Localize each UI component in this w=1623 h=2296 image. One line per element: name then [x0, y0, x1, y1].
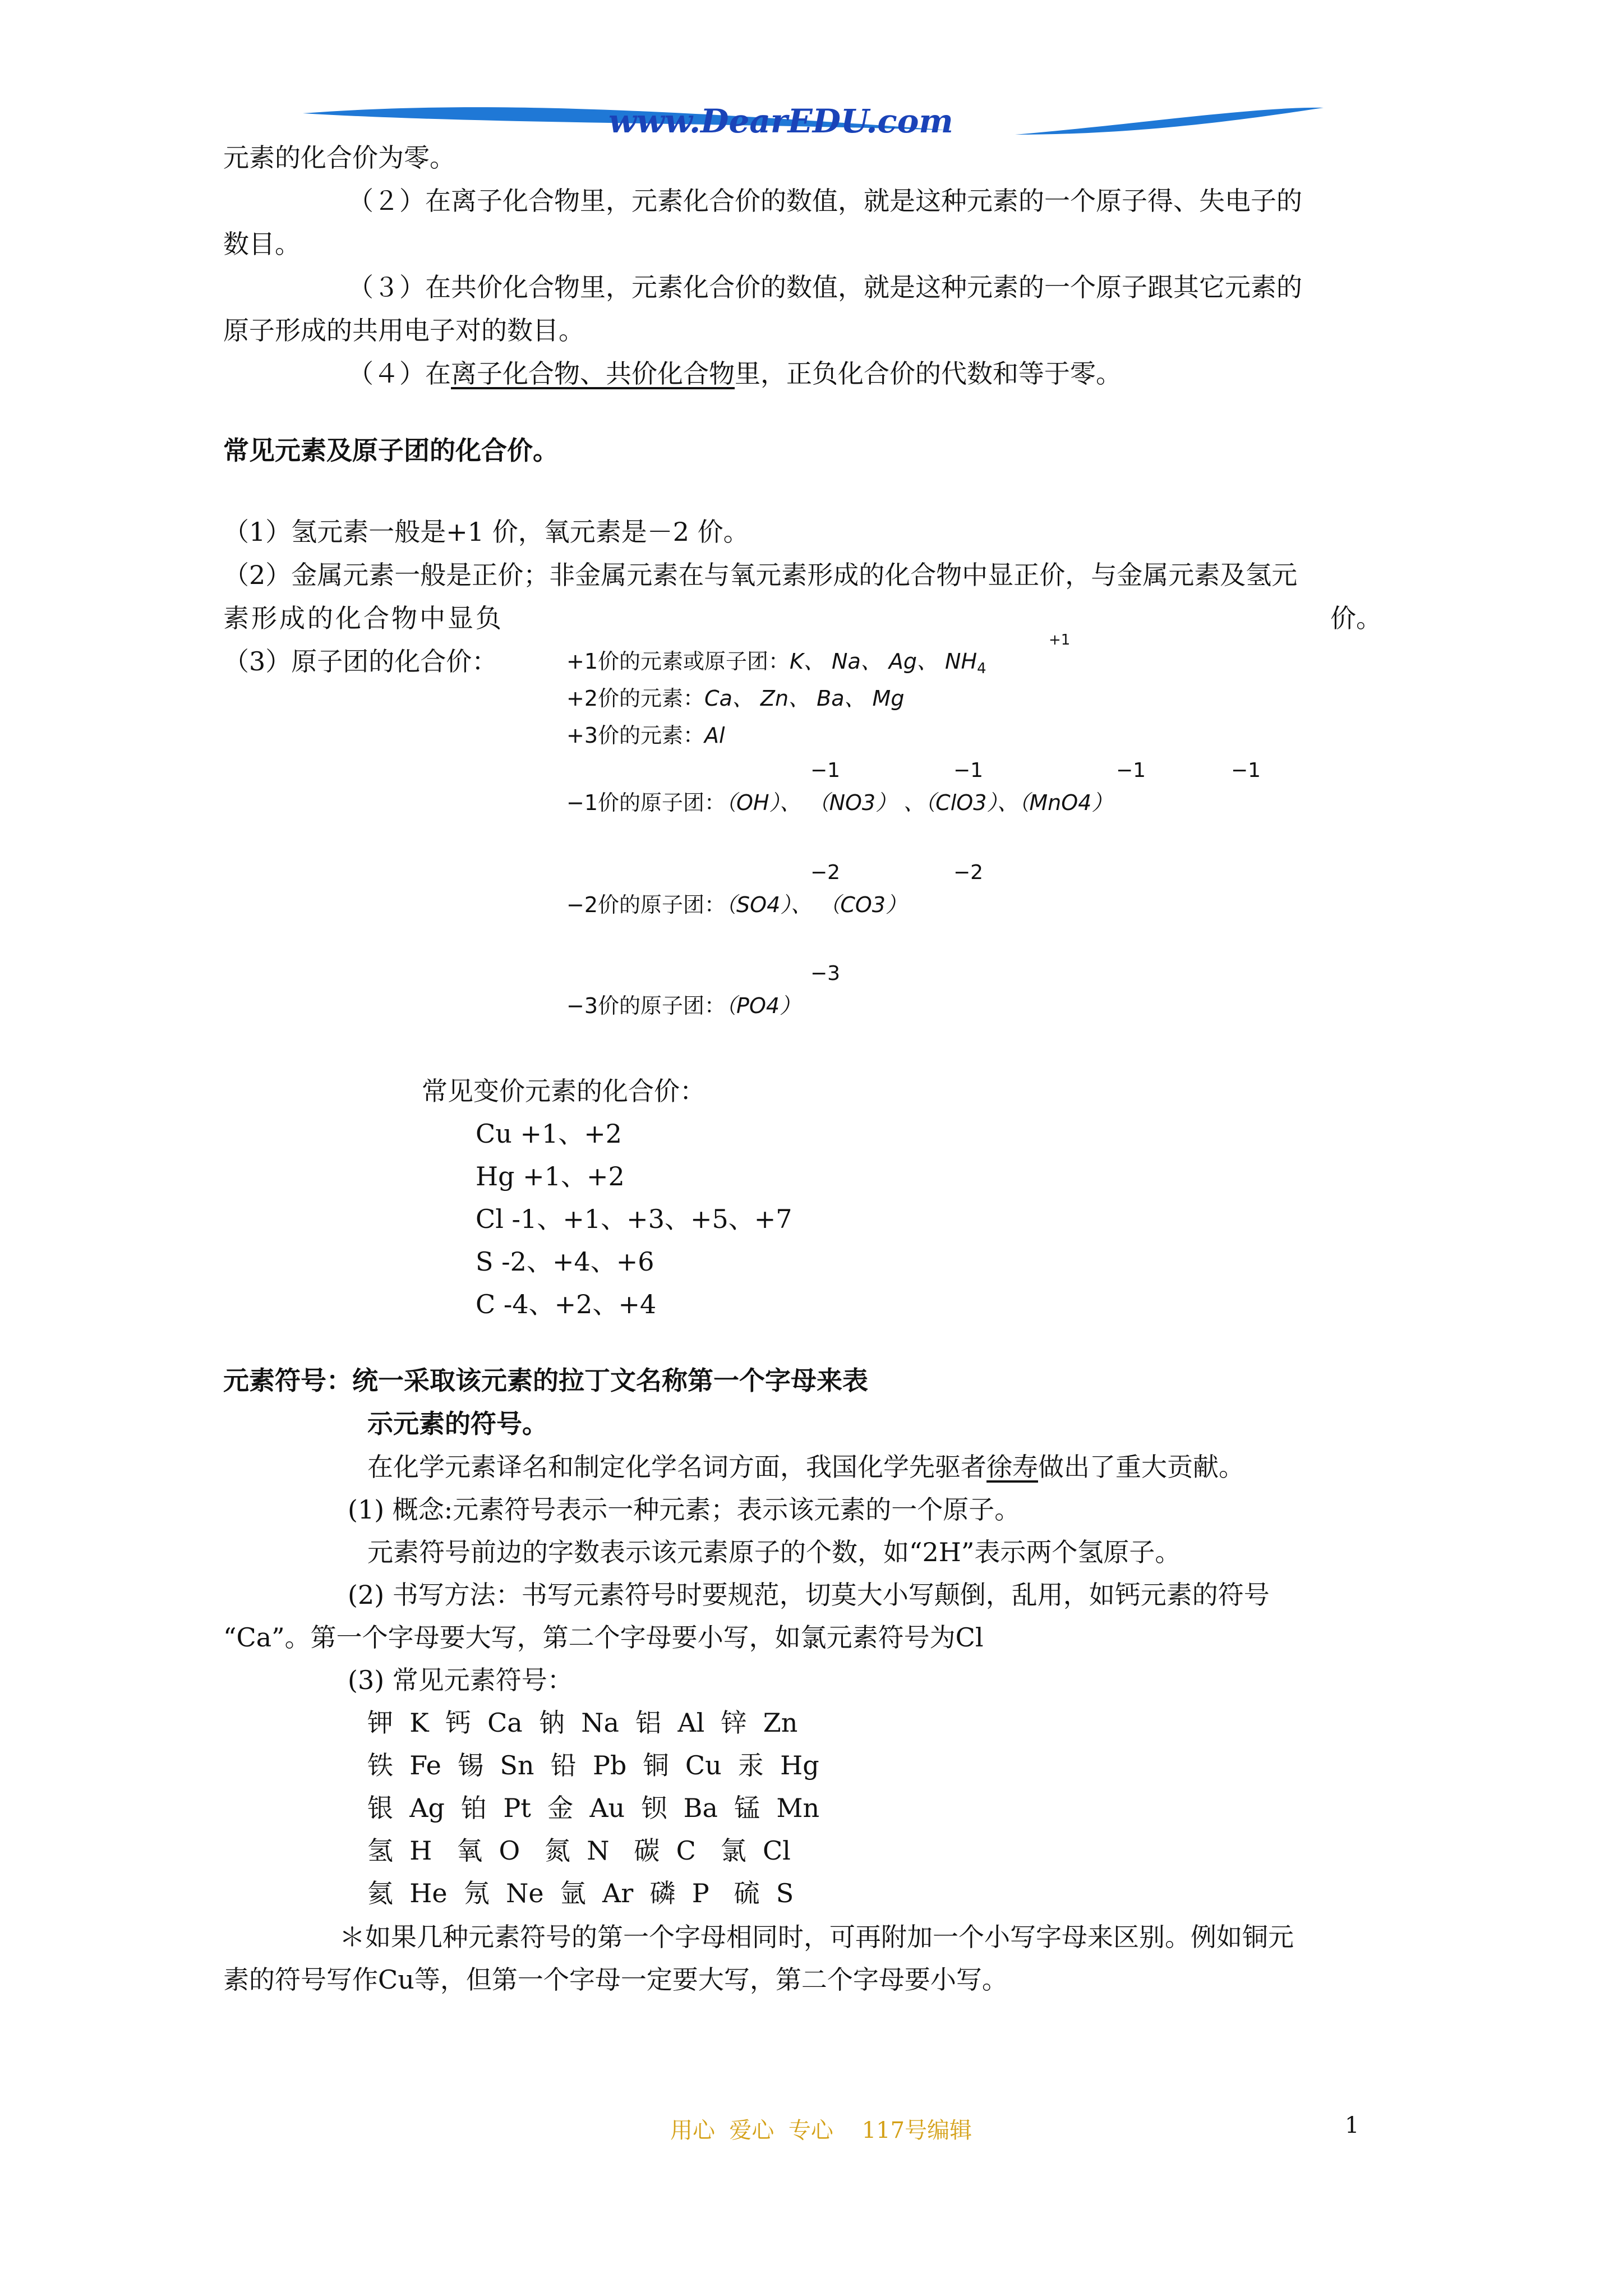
text-line — [348, 358, 1122, 389]
text-line: 原子形成的共用电子对的数目。 — [223, 315, 584, 346]
items: Ca、 Zn、 Ba、 Mg — [704, 686, 905, 711]
text-line: （3）原子团的化合价： — [223, 646, 498, 677]
text-line: (2) 书写方法：书写元素符号时要规范，切莫大小写颠倒，乱用，如钙元素的符号 — [348, 1580, 1270, 1610]
text-line: （２）在离子化合物里，元素化合价的数值，就是这种元素的一个原子得、失电子的 — [348, 186, 1302, 216]
subscript: 4 — [977, 660, 986, 677]
text-segment: 在化学元素译名和制定化学名词方面，我国化学先驱者 — [367, 1452, 986, 1482]
variable-item: Hg +1、+2 — [476, 1161, 625, 1191]
page-number: 1 — [1345, 2113, 1359, 2138]
symbol-row: 氦 He 氖 Ne 氩 Ar 磷 P 硫 S — [367, 1878, 794, 1908]
valence-mark: −1 — [1116, 759, 1146, 782]
valence-mark: −2 — [953, 861, 984, 884]
note-line: 素的符号写作Cu等，但第一个字母一定要大写，第二个字母要小写。 — [223, 1964, 1008, 1995]
variable-item: Cu +1、+2 — [476, 1119, 623, 1149]
label: +3价的元素： — [566, 723, 705, 748]
text-line: （1）氢元素一般是+1 价，氧元素是－2 价。 — [223, 517, 749, 547]
label: +1价的元素或原子团： — [566, 649, 790, 674]
symbol-row: 铁 Fe 锡 Sn 铅 Pb 铜 Cu 汞 Hg — [367, 1750, 819, 1780]
variable-item: Cl -1、+1、+3、+5、+7 — [476, 1204, 792, 1234]
variable-item: S -2、+4、+6 — [476, 1246, 654, 1277]
valence-mark: +1 — [1049, 632, 1071, 648]
text-segment: 里，正负化合价的代数和等于零。 — [735, 358, 1122, 389]
items: （OH）、 （NO3） 、（ClO3）、（MnO4） — [726, 790, 1113, 815]
items: K、 Na、 Ag、 NH — [790, 649, 978, 674]
text-line: “Ca”。第一个字母要大写，第二个字母要小写，如氯元素符号为Cl — [223, 1622, 984, 1653]
valence-minus1 — [566, 792, 1113, 813]
valence-plus3 — [566, 725, 725, 746]
text-line: 元素的化合价为零。 — [223, 142, 455, 173]
label: −1价的原子团： — [566, 790, 726, 815]
valence-plus1 — [566, 651, 986, 676]
text-line: 价。 — [1330, 603, 1382, 633]
symbol-row: 银 Ag 铂 Pt 金 Au 钡 Ba 锰 Mn — [367, 1793, 820, 1823]
text-line: (3) 常见元素符号： — [348, 1665, 573, 1695]
footer-text: 用心 爱心 专心 117号编辑 — [670, 2118, 972, 2143]
label: −2价的原子团： — [566, 892, 726, 917]
underlined-term: 离子化合物、共价化合物 — [451, 358, 735, 389]
symbol-row: 钾 K 钙 Ca 钠 Na 铝 Al 锌 Zn — [367, 1708, 798, 1738]
text-line: (1) 概念:元素符号表示一种元素；表示该元素的一个原子。 — [348, 1494, 1021, 1525]
text-line — [367, 1454, 1244, 1480]
label: +2价的元素： — [566, 686, 705, 711]
valence-plus2 — [566, 688, 904, 709]
right-swoosh — [1015, 108, 1324, 135]
text-segment: 做出了重大贡献。 — [1038, 1452, 1244, 1482]
label: −3价的原子团： — [566, 993, 726, 1018]
text-line: （2）金属元素一般是正价；非金属元素在与氧元素形成的化合物中显正价，与金属元素及氢元 — [223, 560, 1298, 590]
text-line: 素形成的化合物中显负 — [223, 603, 504, 633]
items: Al — [704, 723, 725, 748]
text-segment: （４）在 — [348, 358, 451, 389]
note-line: ＊如果几种元素符号的第一个字母相同时，可再附加一个小写字母来区别。例如铜元 — [339, 1922, 1294, 1952]
items: （SO4）、 （CO3） — [726, 892, 907, 917]
symbol-row: 氢 H 氧 O 氮 N 碳 C 氯 Cl — [367, 1835, 791, 1866]
valence-mark: −1 — [1231, 759, 1261, 782]
variable-heading: 常见变价元素的化合价： — [422, 1076, 706, 1106]
section-heading: 元素符号：统一采取该元素的拉丁文名称第一个字母来表 — [223, 1365, 868, 1396]
underlined-name: 徐寿 — [986, 1452, 1038, 1482]
text-line: 数目。 — [223, 229, 301, 259]
valence-mark: −1 — [810, 759, 841, 782]
section-heading: 常见元素及原子团的化合价。 — [223, 435, 559, 466]
valence-mark: −2 — [810, 861, 841, 884]
text-line: （３）在共价化合物里，元素化合价的数值，就是这种元素的一个原子跟其它元素的 — [348, 272, 1302, 302]
valence-mark: −3 — [810, 962, 841, 985]
items: （PO4） — [726, 993, 801, 1018]
site-logo: www.DearEDU.com — [608, 102, 953, 140]
valence-minus3 — [566, 995, 801, 1016]
section-heading: 示元素的符号。 — [367, 1409, 548, 1439]
valence-mark: −1 — [953, 759, 984, 782]
variable-item: C -4、+2、+4 — [476, 1289, 657, 1319]
valence-minus2 — [566, 894, 907, 915]
text-line: 元素符号前边的字数表示该元素原子的个数，如“2H”表示两个氢原子。 — [367, 1537, 1181, 1567]
